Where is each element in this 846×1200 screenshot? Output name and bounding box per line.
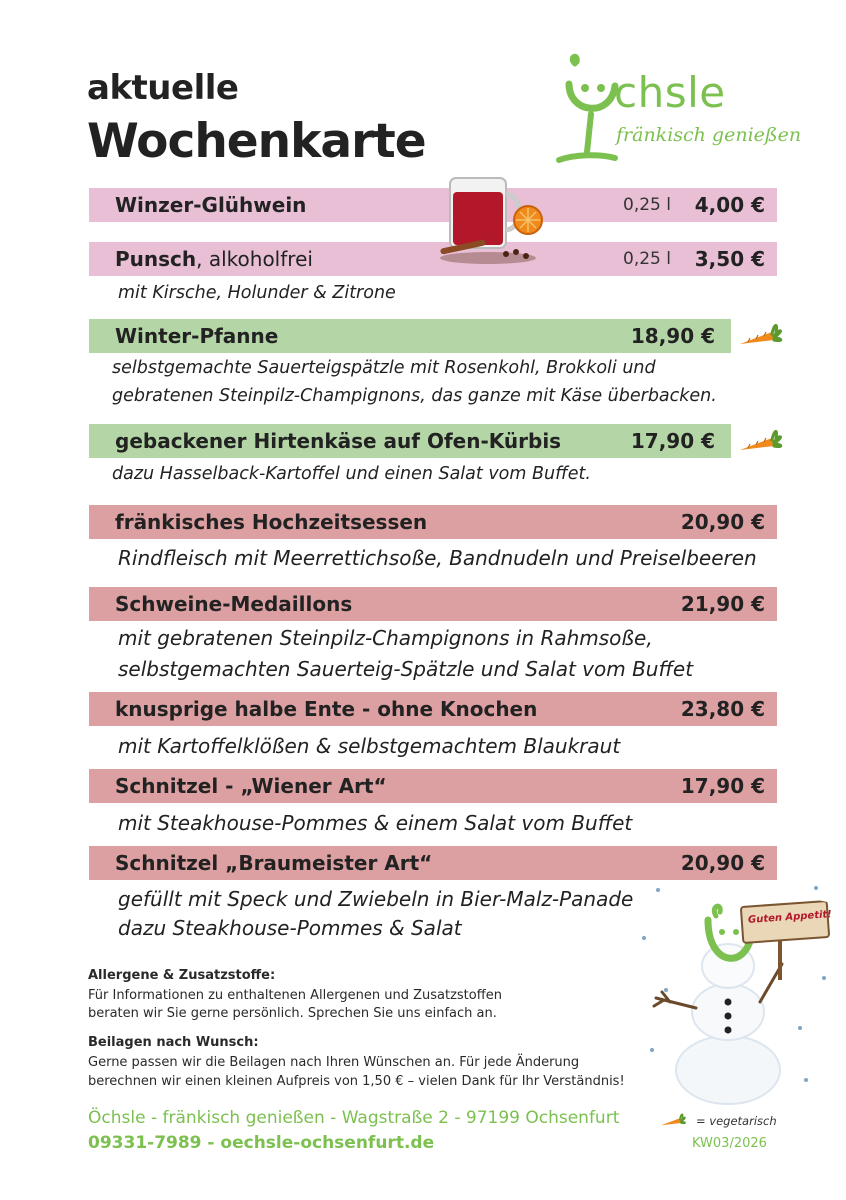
- dish-row: [89, 846, 777, 880]
- drink-name: Winzer-Glühwein: [115, 193, 307, 217]
- allergens-title: Allergene & Zusatzstoffe:: [88, 968, 276, 983]
- logo-wordmark: chsle: [614, 68, 726, 117]
- week-code: KW03/2026: [692, 1136, 767, 1151]
- dish-row: [89, 587, 777, 621]
- dish-row-vegetarian: [89, 319, 731, 353]
- dish-description-line: gebratenen Steinpilz-Champignons, das ganze mit Käse überbacken.: [112, 386, 717, 406]
- dish-name: knusprige halbe Ente - ohne Knochen: [115, 697, 538, 721]
- dish-row: [89, 692, 777, 726]
- carrot-icon: [738, 318, 786, 352]
- dish-description-line: dazu Steakhouse-Pommes & Salat: [118, 916, 462, 940]
- sides-title: Beilagen nach Wunsch:: [88, 1035, 259, 1050]
- dish-row-vegetarian: [89, 424, 731, 458]
- drink-row: [89, 188, 777, 222]
- dish-price: 17,90 €: [630, 429, 715, 453]
- drink-volume: 0,25 l: [623, 195, 671, 215]
- dish-price: 20,90 €: [680, 851, 765, 875]
- dish-description-line: selbstgemachten Sauerteig-Spätzle und Salat vom Buffet: [118, 657, 694, 681]
- dish-price: 18,90 €: [630, 324, 715, 348]
- dish-name: Schnitzel „Braumeister Art“: [115, 851, 433, 875]
- heading-subtitle: aktuelle: [87, 68, 239, 108]
- drink-price: 3,50 €: [694, 247, 765, 271]
- dish-description-line: mit Kartoffelklößen & selbstgemachtem Blaukraut: [118, 734, 621, 758]
- dish-name: Schweine-Medaillons: [115, 592, 353, 616]
- dish-name: Winter-Pfanne: [115, 324, 279, 348]
- dish-price: 23,80 €: [680, 697, 765, 721]
- dish-name: gebackener Hirtenkäse auf Ofen-Kürbis: [115, 429, 562, 453]
- dish-row: [89, 769, 777, 803]
- drink-price: 4,00 €: [694, 193, 765, 217]
- dish-name: fränkisches Hochzeitsessen: [115, 510, 428, 534]
- dish-description-line: mit gebratenen Steinpilz-Champignons in Rahmsoße,: [118, 626, 653, 650]
- page-title: Wochenkarte: [87, 114, 426, 169]
- sides-text-line: berechnen wir einen kleinen Aufpreis von 1,50 € – vielen Dank für Ihr Verständnis!: [88, 1074, 625, 1089]
- logo-tagline: fränkisch genießen: [616, 124, 802, 146]
- allergens-text-line: beraten wir Sie gerne persönlich. Sprechen Sie uns einfach an.: [88, 1006, 497, 1021]
- drink-description: mit Kirsche, Holunder & Zitrone: [118, 283, 396, 303]
- drink-volume: 0,25 l: [623, 249, 671, 269]
- sides-text-line: Gerne passen wir die Beilagen nach Ihren Wünschen an. Für jede Änderung: [88, 1055, 580, 1070]
- dish-description-line: mit Steakhouse-Pommes & einem Salat vom Buffet: [118, 811, 633, 835]
- dish-row: [89, 505, 777, 539]
- allergens-text-line: Für Informationen zu enthaltenen Allergenen und Zusatzstoffen: [88, 988, 502, 1003]
- footer-address: Öchsle - fränkisch genießen - Wagstraße 2 - 97199 Ochsenfurt: [88, 1108, 620, 1128]
- dish-price: 17,90 €: [680, 774, 765, 798]
- dish-price: 21,90 €: [680, 592, 765, 616]
- dish-description-line: gefüllt mit Speck und Zwiebeln in Bier-Malz-Panade: [118, 887, 634, 911]
- drink-name: Punsch: [115, 247, 197, 271]
- mulled-wine-icon: [436, 168, 548, 268]
- drink-name-suffix: , alkoholfrei: [196, 247, 313, 271]
- carrot-icon: [738, 424, 786, 458]
- footer-contact: 09331-7989 - oechsle-ochsenfurt.de: [88, 1133, 435, 1153]
- dish-description-line: selbstgemachte Sauerteigspätzle mit Rosenkohl, Brokkoli und: [112, 358, 656, 378]
- vegetarian-legend: = vegetarisch: [696, 1114, 777, 1128]
- dish-price: 20,90 €: [680, 510, 765, 534]
- drink-row: [89, 242, 777, 276]
- dish-description-line: dazu Hasselback-Kartoffel und einen Salat vom Buffet.: [112, 464, 591, 484]
- carrot-icon: [656, 1110, 692, 1130]
- dish-name: Schnitzel - „Wiener Art“: [115, 774, 387, 798]
- dish-description-line: Rindfleisch mit Meerrettichsoße, Bandnudeln und Preiselbeeren: [118, 546, 757, 570]
- snowman-sign-text: Guten Appetit!: [747, 909, 833, 926]
